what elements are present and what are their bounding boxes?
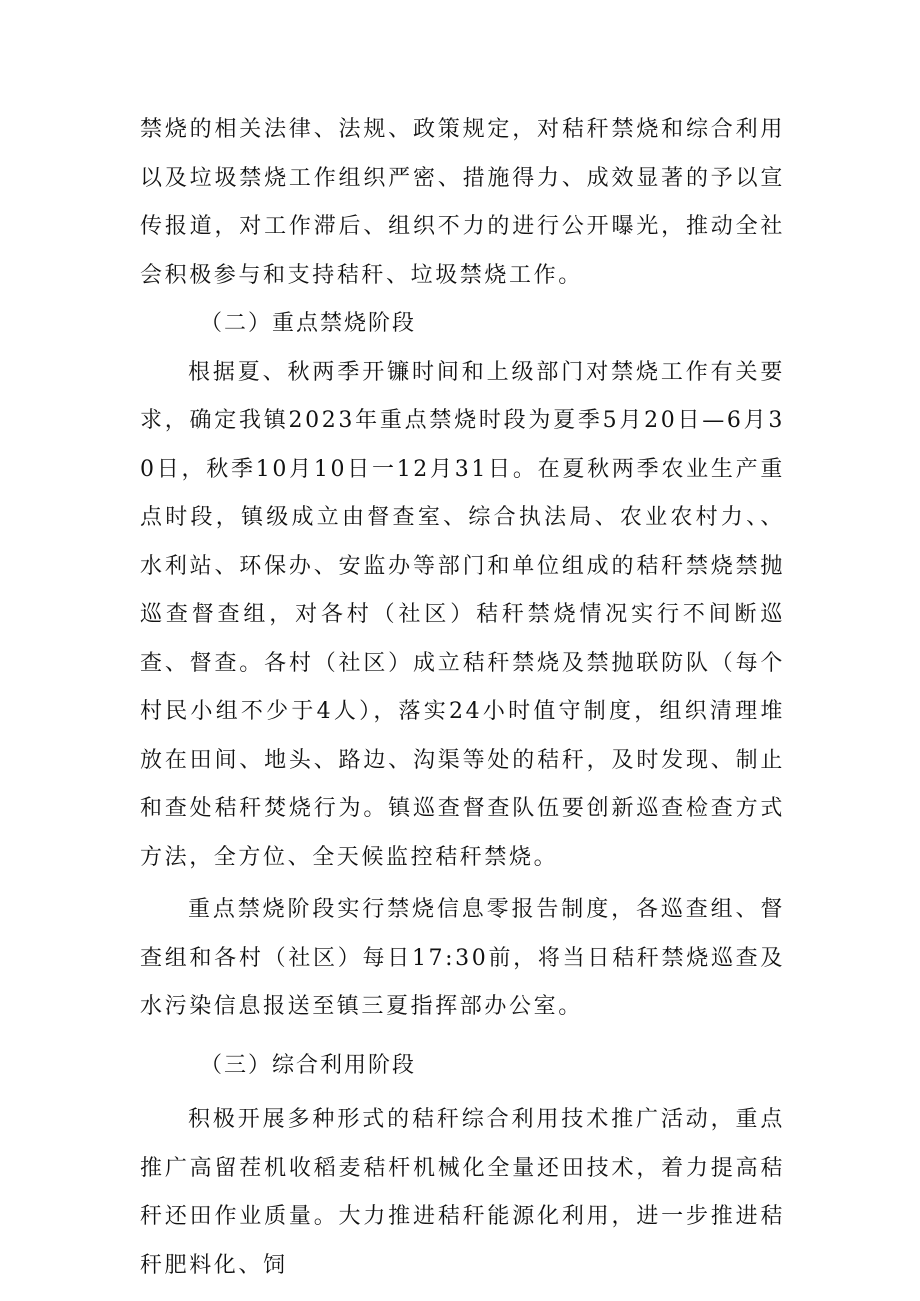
section-heading-key-ban-stage: （二）重点禁烧阶段 (200, 311, 417, 336)
paragraph-zero-report: 重点禁烧阶段实行禁烧信息零报告制度，各巡查组、督查组和各村（社区）每日17:30前，将当日秸秆禁烧巡查及水污染信息报送至镇三夏指挥部办公室。 (140, 897, 785, 1019)
document-page (140, 106, 785, 1290)
section-heading-utilization-stage: （三）综合利用阶段 (200, 1052, 417, 1078)
paragraph-utilization: 积极开展多种形式的秸秆综合利用技术推广活动，重点推广高留茬机收稻麦秸杆机械化全量还田技术，着力提高秸秆还田作业质量。大力推进秸秆能源化利用，进一步推进秸秆肥料化、饲 (140, 1107, 785, 1278)
paragraph-publicity: 禁烧的相关法律、法规、政策规定，对秸秆禁烧和综合利用以及垃圾禁烧工作组织严密、措施得力、成效显著的予以宣传报道，对工作滞后、组织不力的进行公开曝光，推动全社会积极参与和支持秸秆、垃圾禁烧工作。 (140, 117, 785, 288)
paragraph-key-ban-period: 根据夏、秋两季开镰时间和上级部门对禁烧工作有关要求，确定我镇2023年重点禁烧时段为夏季5月20日—6月30日，秋季10月10日一12月31日。在夏秋两季农业生产重点时段，镇级成立由督查室、综合执法局、农业农村力、、水利站、环保办、安监办等部门和单位组成的秸秆禁烧禁抛巡查督查组，对各村（社区）秸秆禁烧情况实行不间断巡查、督查。各村（社区）成立秸秆禁烧及禁抛联防队（每个村民小组不少于4人），落实24小时值守制度，组织清理堆放在田间、地头、路边、沟渠等处的秸秆，及时发现、制止和查处秸秆焚烧行为。镇巡查督查队伍要创新巡查检查方式方法，全方位、全天候监控秸秆禁烧。 (140, 359, 785, 870)
